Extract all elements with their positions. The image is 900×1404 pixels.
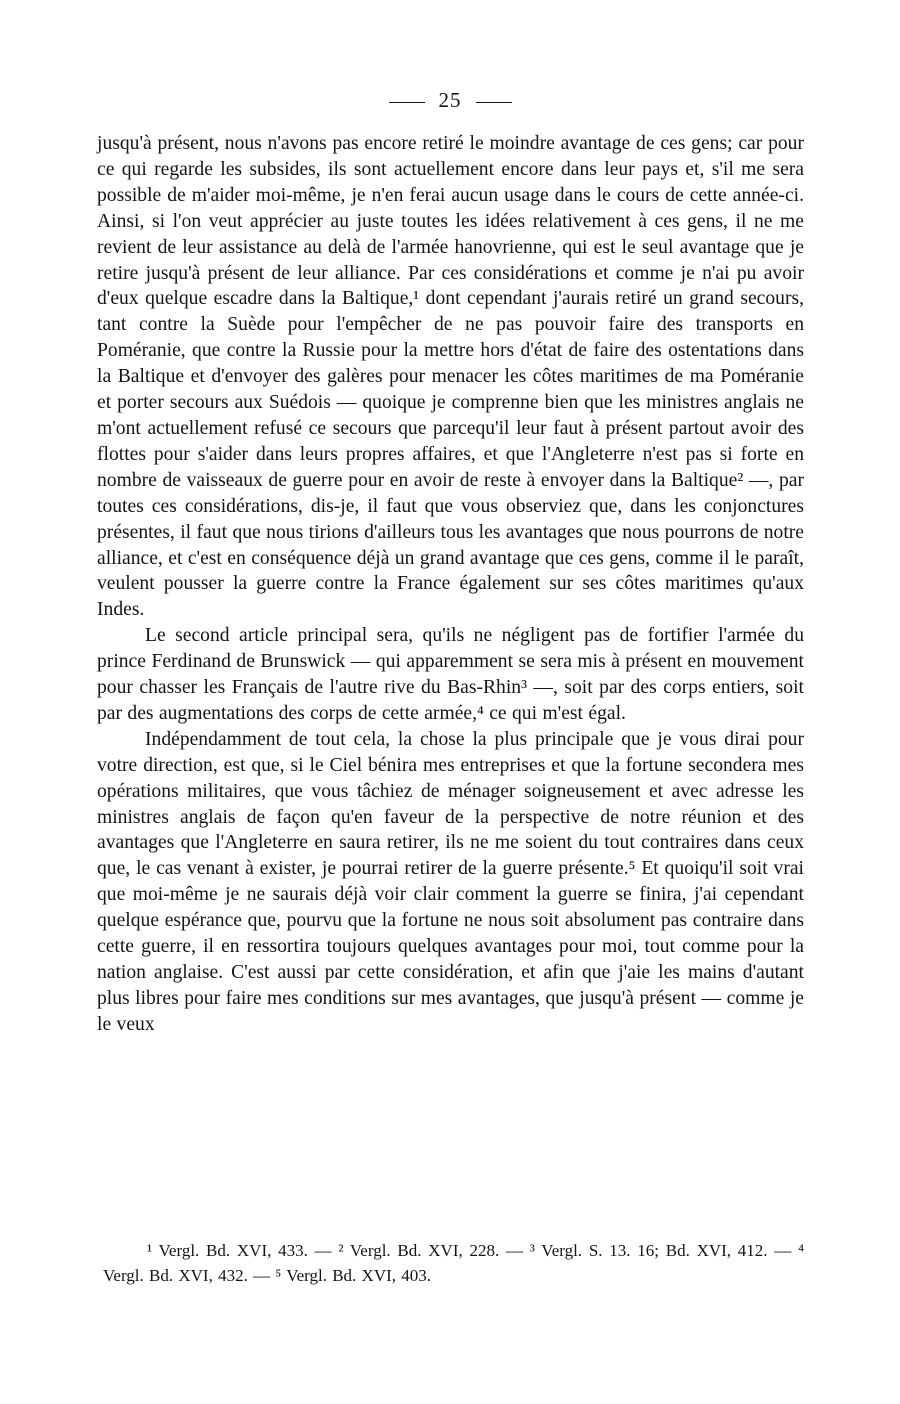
footnotes [103, 1238, 804, 1288]
body-text [97, 131, 804, 1038]
page-number: 25 [438, 88, 462, 112]
header-rule-left [389, 102, 425, 103]
paragraph-2: Le second article principal sera, qu'ils ne négligent pas de fortifier l'armée du prince Ferdinand de Brunswick — qui apparemment se sera mis à présent en mouvement pour chasser les Français de l'autre rive du Bas-Rhin³ —, soit par des corps entiers, soit par des augmentations des corps de cette armée,⁴ ce qui m'est égal. [97, 625, 804, 724]
footnote-text: ¹ Vergl. Bd. XVI, 433. — ² Vergl. Bd. XVI, 228. — ³ Vergl. S. 13. 16; Bd. XVI, 412. — ⁴ Vergl. Bd. XVI, 432. — ⁵ Vergl. Bd. XVI, 403. [103, 1241, 804, 1285]
paragraph-1: jusqu'à présent, nous n'avons pas encore retiré le moindre avantage de ces gens; car pour ce qui regarde les subsides, ils sont actuellement encore dans leur pays et, s'il me sera possible de m'aider moi-même, je n'en ferai aucun usage dans le cours de cette année-ci. Ainsi, si l'on veut apprécier au juste toutes les idées relativement à ces gens, il ne me revient de leur assistance au delà de l'armée hanovrienne, qui est le seul avantage que je retire jusqu'à présent de leur alliance. Par ces considérations et comme je n'ai pu avoir d'eux quelque escadre dans la Baltique,¹ dont cependant j'aurais retiré un grand secours, tant contre la Suède pour l'empêcher de ne pas pouvoir faire des transports en Poméranie, que contre la Russie pour la mettre hors d'état de faire des ostentations dans la Baltique et d'envoyer des galères pour menacer les côtes maritimes de ma Poméranie et porter secours aux Suédois — quoique je comprenne bien que les ministres anglais ne m'ont actuellement refusé ce secours que parcequ'il leur faut à présent partout avoir des flottes pour s'aider dans leurs propres affaires, et que l'Angleterre n'est pas si forte en nombre de vaisseaux de guerre pour en avoir de reste à envoyer dans la Baltique² —, par toutes ces considérations, dis-je, il faut que vous observiez que, dans les conjonctures présentes, il faut que nous tirions d'ailleurs tous les avantages que nous pourrons de notre alliance, et c'est en conséquence déjà un grand avantage que ces gens, comme il le paraît, veulent pousser la guerre contre la France également sur ses côtes maritimes qu'aux Indes. [97, 133, 804, 621]
page-header [0, 88, 900, 113]
paragraph-3: Indépendamment de tout cela, la chose la plus principale que je vous dirai pour votre direction, est que, si le Ciel bénira mes entreprises et que la fortune secondera mes opérations militaires, que vous tâchiez de ménager soigneusement et avec adresse les ministres anglais de façon qu'en faveur de la perspective de notre réunion et des avantages que l'Angleterre en saura retirer, ils ne me soient du tout contraires dans ceux que, le cas venant à exister, je pourrai retirer de la guerre présente.⁵ Et quoiqu'il soit vrai que moi-même je ne saurais déjà voir clair comment la guerre se finira, j'ai cependant quelque espérance que, pourvu que la fortune ne nous soit absolument pas contraire dans cette guerre, il en ressortira toujours quelques avantages pour moi, tout comme pour la nation anglaise. C'est aussi par cette considération, et afin que j'aie les mains d'autant plus libres pour faire mes conditions sur mes avantages, que jusqu'à présent — comme je le veux [97, 728, 804, 1035]
header-rule-right [476, 102, 512, 103]
